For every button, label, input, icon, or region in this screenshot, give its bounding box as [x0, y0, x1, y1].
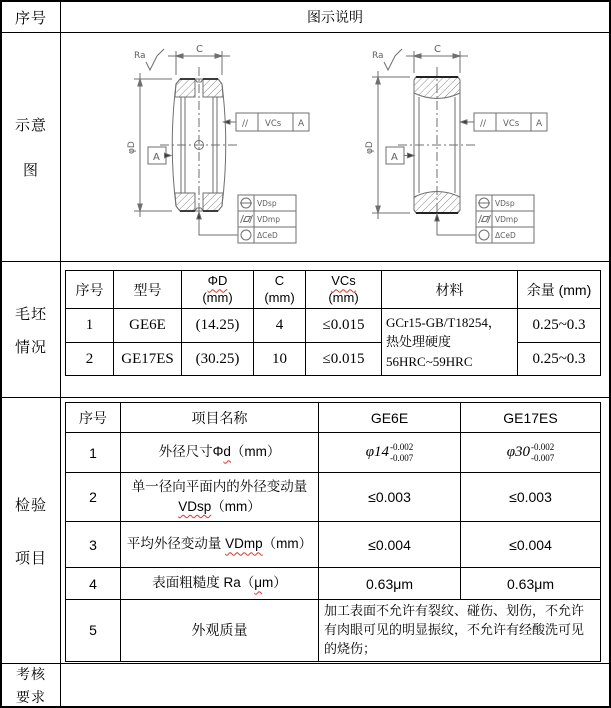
header-title-cell [61, 2, 609, 32]
tolerance-base: φ30 [506, 444, 531, 460]
table-row [66, 522, 601, 568]
table-row [66, 433, 601, 473]
fcf-parallel-symbol: // [242, 119, 249, 129]
hatch-section [203, 79, 223, 97]
hatch-section [203, 193, 223, 211]
col-width [254, 271, 306, 309]
arrowhead [461, 120, 468, 124]
cell-material: GCr15-GB/T18254，热处理硬度56HRC~59HRC [382, 309, 518, 376]
cell-no: 1 [66, 309, 114, 343]
table-row [66, 309, 601, 343]
cell-ge17es-tolerance [461, 433, 601, 473]
legend-vdmp-label: VDmp [495, 215, 518, 224]
item-text-flagged: VDsp [178, 499, 212, 514]
table-row [66, 473, 601, 522]
arrowhead [414, 54, 421, 58]
chamfer-icon [241, 230, 251, 240]
inspection-table [65, 402, 601, 662]
arrowhead [197, 212, 201, 219]
col-material: 材料 [382, 271, 518, 309]
legend-vdsp-label: VDsp [257, 199, 277, 208]
cell-vcs: ≤0.015 [306, 309, 382, 343]
fcf-parallel-symbol: // [480, 119, 487, 129]
arrowhead [453, 54, 460, 58]
dim-c-label: C [434, 44, 441, 55]
arrowhead [224, 120, 231, 124]
legend-vdsp-label: VDsp [495, 199, 515, 208]
schematic-row [2, 33, 609, 262]
cell-no: 1 [66, 433, 121, 473]
leader-line [199, 219, 238, 235]
cell-allowance: 0.25~0.3 [518, 309, 601, 343]
fcf-value: VCs [503, 119, 520, 129]
mean-variation-icon [244, 217, 251, 222]
inspection-label-cell [2, 398, 61, 663]
arrowhead [215, 54, 222, 58]
item-text: 平均外径变动量 [126, 536, 226, 552]
col-item-name: 项目名称 [121, 403, 319, 433]
arrowhead [176, 54, 183, 58]
arrowhead [165, 153, 172, 158]
chamfer-icon [479, 230, 489, 240]
cell-ge6e-value: ≤0.004 [319, 522, 461, 568]
legend-dced-label: ΔCeD [495, 231, 516, 240]
inspection-label-line1: 检验 [14, 496, 47, 514]
arrowhead [138, 204, 142, 211]
item-text-flagged: d [223, 444, 231, 460]
cell-diameter: (14.25) [182, 309, 254, 343]
dim-d-label: φD [127, 141, 137, 154]
cell-ge6e-value: ≤0.003 [319, 473, 461, 522]
tolerance-lower: -0.007 [531, 452, 555, 463]
cell-ge6e-value: 0.63μm [319, 568, 461, 600]
arrowhead [376, 206, 380, 213]
roughness-icon [384, 49, 402, 70]
cell-item-name [121, 522, 319, 568]
cell-diameter: (30.25) [182, 343, 254, 376]
item-text: 外径尺寸Φ [158, 444, 224, 460]
arrowhead [376, 77, 380, 84]
col-diameter-unit: (mm) [202, 289, 233, 305]
item-text: 表面粗糙度 Ra（ [152, 575, 255, 591]
datum-label: A [391, 152, 398, 163]
schematic-label-line1: 示意 [14, 117, 47, 134]
schematic-drawing-spherical-ring [104, 37, 356, 259]
inspection-row [2, 398, 609, 664]
blank-label-line2: 情况 [14, 338, 47, 356]
arrowhead [138, 79, 142, 86]
tolerance-upper: -0.002 [531, 441, 555, 452]
item-text: 单一径向平面内的外径变动量 [131, 478, 308, 494]
schematic-drawing-cylindrical-ring [342, 37, 594, 259]
cell-item-name [121, 473, 319, 522]
col-vcs-symbol: VCs [331, 273, 356, 289]
cell-model: GE6E [114, 309, 182, 343]
assessment-label-line2: 要求 [16, 688, 46, 705]
tolerance-lower: -0.007 [390, 452, 414, 463]
fcf-datum: A [298, 119, 305, 129]
hatch-section [175, 79, 195, 97]
cell-ge17es-value: ≤0.003 [461, 473, 601, 522]
item-text-flagged: μ [254, 575, 263, 591]
cell-allowance: 0.25~0.3 [518, 343, 601, 376]
roughness-icon [146, 49, 164, 70]
item-text: （mm） [262, 536, 313, 552]
blank-table [65, 270, 601, 376]
header-serial-label: 序号 [14, 9, 47, 27]
cell-no: 2 [66, 473, 121, 522]
tolerance-upper: -0.002 [390, 441, 414, 452]
fcf-datum: A [536, 119, 543, 129]
item-text-flagged: VDmp [225, 536, 263, 552]
cell-model: GE17ES [114, 343, 182, 376]
blank-condition-row [2, 262, 609, 398]
header-row [2, 2, 609, 33]
assessment-label-line1: 考核 [16, 665, 46, 682]
cell-item-name [121, 433, 319, 473]
blank-label-cell [2, 262, 61, 397]
col-diameter-symbol: ΦD [207, 273, 228, 289]
cell-no: 3 [66, 522, 121, 568]
col-ge6e: GE6E [319, 403, 461, 433]
col-diameter [182, 271, 254, 309]
col-width-unit: (mm) [264, 289, 295, 305]
assessment-label-cell [2, 664, 61, 706]
col-model: 型号 [114, 271, 182, 309]
header-title: 图示说明 [307, 9, 363, 25]
col-serial: 序号 [66, 403, 121, 433]
roughness-label: Ra [134, 51, 146, 61]
arrowhead [408, 153, 415, 158]
cell-width: 10 [254, 343, 306, 376]
cell-vcs: ≤0.015 [306, 343, 382, 376]
cell-ge6e-tolerance [319, 433, 461, 473]
cell-no: 4 [66, 568, 121, 600]
fcf-value: VCs [265, 119, 282, 129]
leader-line [437, 221, 476, 235]
schematic-label-line2: 图 [22, 162, 39, 179]
blank-label-line1: 毛坯 [14, 305, 47, 323]
cell-no: 5 [66, 600, 121, 662]
item-text: （mm） [211, 499, 261, 514]
roughness-label: Ra [372, 51, 384, 61]
hatch-section [414, 77, 460, 99]
legend-vdmp-label: VDmp [257, 215, 280, 224]
col-width-symbol: C [274, 273, 285, 289]
cell-item-name [121, 568, 319, 600]
legend-dced-label: ΔCeD [257, 231, 278, 240]
mean-variation-icon [482, 217, 489, 222]
inspection-content [61, 398, 609, 663]
table-row [66, 568, 601, 600]
inspection-table-header [66, 403, 601, 433]
cell-ge17es-value: ≤0.004 [461, 522, 601, 568]
col-vcs-unit: (mm) [328, 289, 359, 305]
assessment-row [2, 664, 609, 706]
dim-d-label: φD [365, 141, 375, 154]
schematic-content [61, 33, 609, 261]
item-text: m） [262, 575, 287, 591]
item-text: （mm） [230, 444, 281, 460]
col-ge17es: GE17ES [461, 403, 601, 433]
cell-no: 2 [66, 343, 114, 376]
inspection-label-line2: 项目 [14, 549, 47, 567]
col-vcs [306, 271, 382, 309]
arrowhead [435, 214, 439, 221]
header-serial-cell [2, 2, 61, 32]
assessment-content-empty [61, 664, 609, 706]
cell-width: 4 [254, 309, 306, 343]
table-row [66, 600, 601, 662]
schematic-label-cell [2, 33, 61, 261]
blank-content [61, 262, 609, 397]
dim-c-label: C [196, 44, 203, 55]
cell-item-name: 外观质量 [121, 600, 319, 662]
hatch-section [175, 193, 195, 211]
tolerance-base: φ14 [365, 444, 390, 460]
hatch-section [414, 192, 460, 214]
datum-label: A [153, 152, 160, 163]
table-row [66, 343, 601, 376]
col-serial: 序号 [66, 271, 114, 309]
cell-appearance-requirement: 加工表面不允许有裂纹、碰伤、划伤，不允许有肉眼可见的明显振纹，不允许有经酸洗可见的烧伤； [319, 600, 601, 662]
cell-ge17es-value: 0.63μm [461, 568, 601, 600]
blank-table-header [66, 271, 601, 309]
col-allowance: 余量 (mm) [518, 271, 601, 309]
